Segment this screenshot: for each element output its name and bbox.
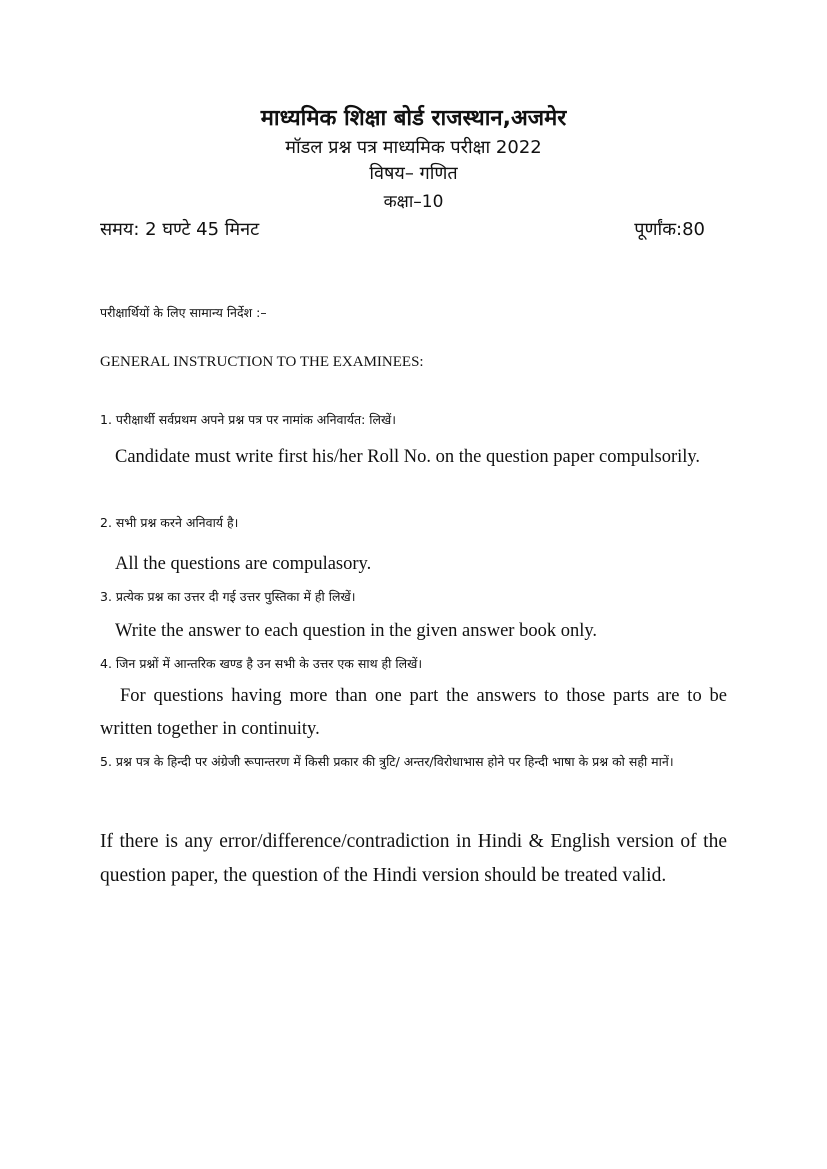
instruction-1-hindi: 1. परीक्षार्थी सर्वप्रथम अपने प्रश्न पत्र पर नामांक अनिवार्यत: लिखें। <box>100 412 396 427</box>
paper-title: मॉडल प्रश्न पत्र माध्यमिक परीक्षा 2022 <box>285 137 542 158</box>
instruction-3-english: Write the answer to each question in the given answer book only. <box>115 621 598 641</box>
board-title: माध्यमिक शिक्षा बोर्ड राजस्थान,अजमेर <box>260 106 567 131</box>
instruction-4-hindi: 4. जिन प्रश्नों में आन्तरिक खण्ड है उन सभी के उत्तर एक साथ ही लिखें। <box>100 656 423 671</box>
instruction-4-english: For questions having more than one part the answers to those parts are to be written together in continuity. <box>100 686 727 739</box>
instruction-5-english: If there is any error/difference/contradiction in Hindi & English version of the question paper, the question of the Hindi version should be treated valid. <box>100 831 727 886</box>
hindi-instructions-heading: परीक्षार्थियों के लिए सामान्य निर्देश :– <box>100 305 267 320</box>
time-allowed: समय: 2 घण्टे 45 मिनट <box>100 219 260 240</box>
english-instructions-heading: GENERAL INSTRUCTION TO THE EXAMINEES: <box>100 354 424 370</box>
class: कक्षा–10 <box>383 192 444 212</box>
instruction-5-hindi: 5. प्रश्न पत्र के हिन्दी पर अंग्रेजी रूपान्तरण में किसी प्रकार की त्रुटि/ अन्तर/विरोधाभास होने पर हिन्दी भाषा के प्रश्न को सही मानें। <box>100 754 674 769</box>
subject: विषय– गणित <box>369 163 458 184</box>
instruction-2-english: All the questions are compulasory. <box>115 554 372 574</box>
max-marks: पूर्णांक:80 <box>634 219 705 240</box>
instruction-3-hindi: 3. प्रत्येक प्रश्न का उत्तर दी गई उत्तर पुस्तिका में ही लिखें। <box>100 589 356 604</box>
instruction-1-english: Candidate must write first his/her Roll No. on the question paper compulsorily. <box>115 447 701 467</box>
instruction-2-hindi: 2. सभी प्रश्न करने अनिवार्य है। <box>100 515 239 530</box>
